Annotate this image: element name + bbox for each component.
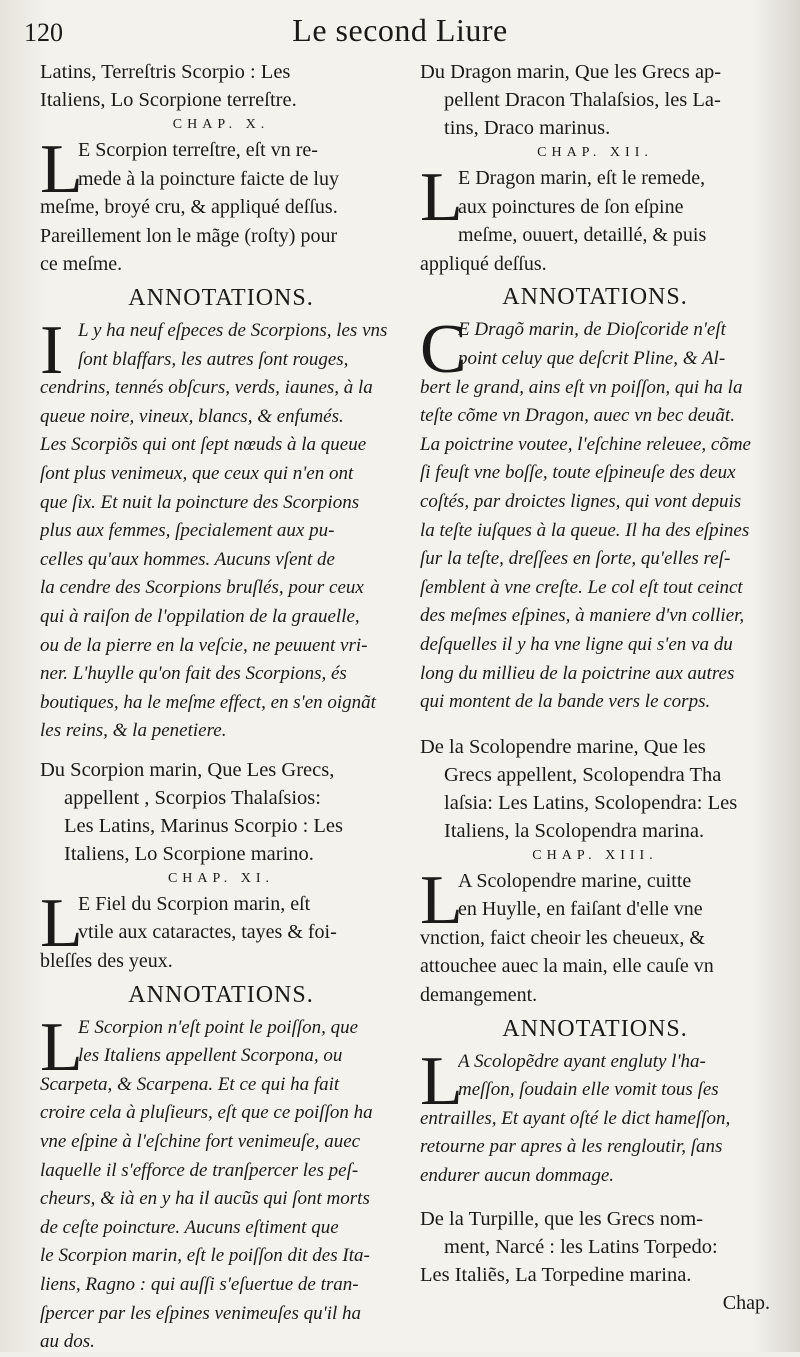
annotation-text-scolopendre (420, 1042, 770, 1191)
annotation-text-scorpion-marin (40, 1008, 402, 1357)
chapter-label-xiii: CHAP. XIII. (532, 847, 658, 863)
annotation-text-dragon (420, 311, 770, 716)
text-line: E Scorpion terreſtre, eſt vn re- (78, 139, 318, 161)
section-heading-scolopendre: De la Scolopendre marine, Que les Grecs appellent, Scolopendra Tha laſsia: Les Latins, Scolopendra: Les Italiens, la Scolopendra marina. (420, 735, 738, 842)
text-line: les Italiens appellent Scorpona, ou (78, 1045, 343, 1067)
text-line: meſſon, ſoudain elle vomit tous ſes (458, 1079, 719, 1101)
drop-cap: L (420, 861, 463, 939)
text-line: les reins, & la penetiere. (40, 720, 227, 742)
text-line: deſquelles il y ha vne ligne qui s'en va du (420, 633, 733, 655)
annotations-heading: ANNOTATIONS. (502, 1015, 688, 1042)
text-line: ſi feuſt vne boſſe, toute eſpineuſe des deux (420, 462, 736, 484)
drop-cap: I (40, 311, 64, 389)
text-line: boutiques, ha le meſme effect, en s'en oignãt (40, 691, 376, 713)
text-line: cheurs, & ià en y ha il aucũs qui ſont morts (40, 1188, 370, 1210)
text-line: ſont plus venimeux, que ceux qui n'en ont (40, 462, 354, 484)
section-heading-turpille: De la Turpille, que les Grecs nom- ment, Narcé : les Latins Torpedo: Les Italiẽs, La Torpedine marina. (420, 1207, 718, 1286)
text-line: point celuy que deſcrit Pline, & Al- (458, 347, 726, 369)
text-line: long du millieu de la poictrine aux autres (420, 662, 735, 684)
text-line: teſte cõme vn Dragon, auec vn bec deuãt. (420, 405, 735, 427)
text-line: queue noire, vineux, blancs, & enfumés. (40, 405, 344, 427)
chapter-text-xi (40, 884, 402, 976)
text-line: ou de la pierre en la veſcie, ne peuuent vri- (40, 634, 368, 656)
text-line: mede à la poincture faicte de luy (78, 167, 339, 190)
text-line: L y ha neuf eſpeces de Scorpions, les vns (78, 319, 388, 341)
text-line: croire cela à pluſieurs, eſt que ce poiſſon ha (40, 1102, 373, 1124)
text-line: Pareillement lon le mãge (roſty) pour (40, 224, 338, 247)
text-line: en Huylle, en faiſant d'elle vne (458, 898, 703, 921)
text-line: liens, Ragno : qui auſſi s'eſuertue de tran- (40, 1274, 359, 1295)
text-line: vne eſpine à l'eſchine fort venimeuſe, auec (40, 1131, 361, 1153)
text-line: de ceſte poincture. Aucuns eſtiment que (40, 1216, 339, 1238)
chapter-text-x (40, 131, 402, 279)
page-number: 120 (24, 18, 63, 47)
text-line: la teſte iuſques à la queue. Il ha des eſpines (420, 519, 750, 541)
chapter-label-xi: CHAP. XI. (167, 870, 275, 886)
running-title: Le second Liure (292, 12, 508, 48)
text-line: la cendre des Scorpions bruſlés, pour ceux (40, 577, 364, 599)
text-line: qui à raiſon de l'oppilation de la grauelle, (40, 605, 360, 627)
text-line: A Scolopẽdre ayant engluty l'ha- (458, 1050, 706, 1072)
text-line: vnction, faict cheoir les cheueux, & (420, 926, 705, 949)
text-line: Scarpeta, & Scarpena. Et ce qui ha fait (40, 1073, 340, 1095)
text-line: que ſix. Et nuit la poincture des Scorpions (40, 491, 360, 513)
drop-cap: L (40, 884, 83, 962)
text-line: E Dragõ marin, de Dioſcoride n'eſt (458, 319, 726, 341)
text-line: entrailles, Et ayant oſté le dict hameſſon, (420, 1107, 731, 1129)
section-heading-latins: Latins, Terreſtris Scorpio : Les Italiens, Lo Scorpione terreſtre. (40, 61, 297, 111)
text-line: celles qu'aux hommes. Aucuns vſent de (40, 548, 335, 570)
chapter-text-xiii (420, 861, 770, 1010)
text-line: le Scorpion marin, eſt le poiſſon dit des Ita- (40, 1245, 370, 1267)
drop-cap: L (40, 131, 83, 208)
running-header (20, 8, 780, 48)
annotations-heading: ANNOTATIONS. (502, 284, 688, 311)
text-line: plus aux femmes, ſpecialement aux pu- (40, 520, 335, 542)
text-line: cendrins, tennés obſcurs, verds, iaunes, à la (40, 377, 373, 399)
text-line: La poictrine voutee, l'eſchine releuee, cõme (420, 433, 751, 455)
drop-cap: L (40, 1008, 83, 1086)
annotations-heading: ANNOTATIONS. (128, 981, 314, 1008)
text-line: ſur la teſte, dreſſees en ſorte, qu'elles reſ- (420, 548, 731, 570)
text-line: A Scolopendre marine, cuitte (458, 869, 692, 892)
text-line: demangement. (420, 984, 538, 1007)
annotation-text-scorpions (40, 311, 402, 746)
chapter-label-xii: CHAP. XII. (537, 145, 653, 160)
chapter-text-xii (420, 159, 770, 278)
text-line: ner. L'huylle qu'on fait des Scorpions, és (40, 663, 347, 685)
text-line: meſme, broyé cru, & appliqué deſſus. (40, 196, 338, 219)
section-heading-dragon-marin: Du Dragon marin, Que les Grecs ap- pellent Dracon Thalaſsios, les La- tins, Draco marinus. (420, 61, 722, 139)
text-line: appliqué deſſus. (420, 252, 547, 275)
text-line: endurer aucun dommage. (420, 1165, 615, 1187)
text-line: bert le grand, ains eſt vn poiſſon, qui ha la (420, 376, 743, 398)
annotations-heading: ANNOTATIONS. (128, 284, 314, 311)
text-line: E Fiel du Scorpion marin, eſt (78, 892, 311, 915)
text-line: coſtés, par droictes lignes, qui vont depuis (420, 490, 742, 512)
right-column (420, 58, 770, 1317)
text-line: des meſmes eſpines, à maniere d'vn collier, (420, 605, 745, 627)
text-line: laquelle il s'efforce de tranſpercer les peſ- (40, 1159, 359, 1181)
text-line: qui montent de la bande vers le corps. (420, 691, 711, 713)
chapter-label-x: CHAP. X. (172, 117, 270, 132)
text-line: retourne par apres à les rengloutir, ſans (420, 1136, 723, 1158)
text-line: ſont blaffars, les autres ſont rouges, (78, 348, 349, 370)
left-column (40, 58, 402, 1357)
drop-cap: L (420, 159, 463, 236)
text-line: ſemblent à vne creſte. Le col eſt tout ceinct (420, 576, 743, 598)
text-line: aux poinctures de ſon eſpine (458, 195, 684, 218)
text-line: au dos. (40, 1331, 95, 1353)
text-line: Les Scorpiõs qui ont ſept nœuds à la queue (40, 434, 367, 456)
text-line: ſpercer par les eſpines venimeuſes qu'il ha (40, 1302, 362, 1324)
text-line: vtile aux cataractes, tayes & foi- (78, 921, 337, 944)
text-line: E Scorpion n'eſt point le poiſſon, que (78, 1016, 359, 1038)
drop-cap: L (420, 1042, 463, 1120)
section-heading-scorpion-marin: Du Scorpion marin, Que Les Grecs, appellent , Scorpios Thalaſsios: Les Latins, Marinus Scorpio : Les Italiens, Lo Scorpione marino. (40, 758, 343, 865)
text-line: E Dragon marin, eſt le remede, (458, 167, 706, 189)
drop-cap: C (420, 311, 467, 389)
text-line: bleſſes des yeux. (40, 950, 173, 973)
text-line: meſme, ouuert, detaillé, & puis (458, 224, 707, 247)
catchword: Chap. (722, 1291, 770, 1314)
text-line: attouchee auec la main, elle cauſe vn (420, 955, 714, 978)
text-line: ce meſme. (40, 253, 123, 276)
